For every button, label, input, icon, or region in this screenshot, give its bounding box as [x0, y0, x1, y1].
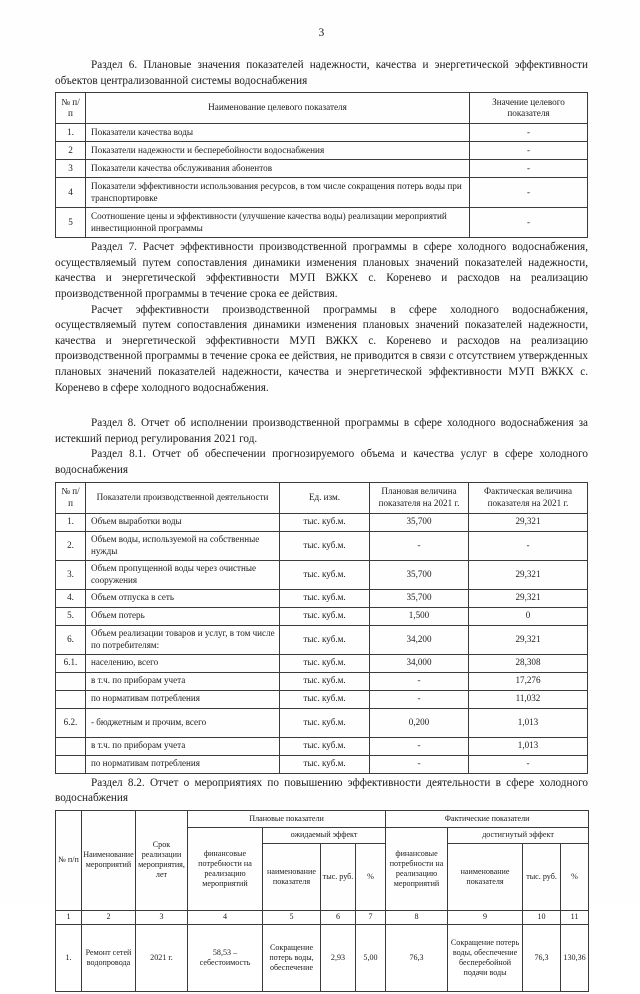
- cell-indicator: - бюджетным и прочим, всего: [86, 708, 280, 737]
- cell-plan: 0,200: [370, 708, 469, 737]
- cell-plan: -: [370, 672, 469, 690]
- col-header-indicator: Показатели производственной деятельности: [86, 482, 280, 513]
- cell-name: Показатели качества воды: [86, 124, 470, 142]
- table-header-row: [56, 93, 588, 124]
- cell-plan: -: [370, 737, 469, 755]
- table-row: [56, 708, 588, 737]
- cell-fact: 11,032: [469, 690, 588, 708]
- production-indicators-table: [55, 482, 588, 774]
- table-row: [56, 208, 588, 238]
- cell-unit: тыс. куб.м.: [280, 513, 370, 531]
- cell-num: 3: [56, 160, 86, 178]
- table-row: [56, 924, 589, 991]
- col-header-name: Наименование мероприятий: [82, 810, 136, 910]
- table-row: [56, 755, 588, 773]
- cell-num: 5: [56, 208, 86, 238]
- cell-unit: тыс. куб.м.: [280, 672, 370, 690]
- col-header-num: № п/п: [56, 482, 86, 513]
- target-indicators-table: [55, 92, 588, 238]
- section-7-paragraph-1: Раздел 7. Расчет эффективности производственной программы в сфере холодного водоснабжения, осуществляемый путем сопоставления динамики изменения плановых значений показателей надежности, качества и энергетической эффективности МУП ВЖКХ с. Коренево и расходов на реализацию производственной программы в течение срока ее действия.: [55, 241, 588, 300]
- col-header-num: № п/п: [56, 810, 82, 910]
- cell-indicator: населению, всего: [86, 654, 280, 672]
- col-header-name: Наименование целевого показателя: [86, 93, 470, 124]
- col-header-num: № п/п: [56, 93, 86, 124]
- cell-num: 6.: [56, 625, 86, 654]
- table-row: [56, 178, 588, 208]
- col-header-fact-effect-name: наименование показателя: [448, 843, 523, 910]
- cell-plan: 35,700: [370, 513, 469, 531]
- cell-fact-effect-name: Сокращение потерь воды, обеспечение бесперебойной подачи воды: [448, 924, 523, 991]
- cell-unit: тыс. куб.м.: [280, 708, 370, 737]
- cell-indicator: Объем воды, используемой на собственные нужды: [86, 531, 280, 560]
- cell-name: Показатели качества обслуживания абонентов: [86, 160, 470, 178]
- cell-plan: -: [370, 755, 469, 773]
- cell-num: 1.: [56, 924, 82, 991]
- table-row: [56, 142, 588, 160]
- cell-unit: тыс. куб.м.: [280, 589, 370, 607]
- cell-plan-effect-rub: 2,93: [321, 924, 356, 991]
- cell-num: [56, 690, 86, 708]
- section-7-paragraph-2: Расчет эффективности производственной программы в сфере холодного водоснабжения, осуществляемый путем сопоставления динамики изменения плановых значений показателей надежности, качества и энергетической эффективности МУП ВЖКХ с. Коренево и расходов на реализацию производственной программы в течение срока ее действия, не приводится в связи с отсутствием утвержденных плановых значений показателей надежности, качества и энергетической эффективности МУП ВЖКХ с. Коренево в сфере холодного водоснабжения.: [55, 303, 588, 394]
- column-number: 5: [263, 910, 321, 924]
- col-header-fact-effect: достигнутый эффект: [448, 827, 589, 843]
- cell-indicator: в т.ч. по приборам учета: [86, 672, 280, 690]
- cell-unit: тыс. куб.м.: [280, 690, 370, 708]
- cell-term: 2021 г.: [136, 924, 188, 991]
- cell-fact: -: [469, 755, 588, 773]
- col-header-term: Срок реализации мероприятия, лет: [136, 810, 188, 910]
- col-header-fact-effect-pct: %: [561, 843, 589, 910]
- cell-fact: 29,321: [469, 589, 588, 607]
- cell-indicator: Объем реализации товаров и услуг, в том числе по потребителям:: [86, 625, 280, 654]
- cell-value: -: [470, 142, 588, 160]
- column-number: 10: [523, 910, 561, 924]
- column-number: 11: [561, 910, 589, 924]
- col-header-plan-group: Плановые показатели: [188, 810, 386, 827]
- column-number: 7: [356, 910, 386, 924]
- cell-num: 3.: [56, 560, 86, 589]
- cell-indicator: Объем потерь: [86, 607, 280, 625]
- cell-fact: 28,308: [469, 654, 588, 672]
- table-row: [56, 672, 588, 690]
- table-row: [56, 531, 588, 560]
- table-row: [56, 654, 588, 672]
- table-group-header-row: [56, 810, 589, 827]
- cell-plan-finance: 58,53 – себестоимость: [188, 924, 263, 991]
- cell-name: Показатели эффективности использования ресурсов, в том числе сокращения потерь воды при транспортировке: [86, 178, 470, 208]
- cell-value: -: [470, 178, 588, 208]
- cell-fact: 29,321: [469, 513, 588, 531]
- section-8-2-heading: Раздел 8.2. Отчет о мероприятиях по повышению эффективности деятельности в сфере холодного водоснабжения: [55, 776, 588, 805]
- cell-indicator: по нормативам потребления: [86, 755, 280, 773]
- cell-plan: -: [370, 531, 469, 560]
- cell-num: [56, 755, 86, 773]
- cell-num: [56, 737, 86, 755]
- col-header-plan-effect: ожидаемый эффект: [263, 827, 386, 843]
- table-row: [56, 124, 588, 142]
- cell-indicator: в т.ч. по приборам учета: [86, 737, 280, 755]
- cell-indicator: по нормативам потребления: [86, 690, 280, 708]
- cell-value: -: [470, 160, 588, 178]
- cell-unit: тыс. куб.м.: [280, 755, 370, 773]
- cell-fact-finance: 76,3: [386, 924, 448, 991]
- cell-indicator: Объем выработки воды: [86, 513, 280, 531]
- table-row: [56, 560, 588, 589]
- cell-num: 4: [56, 178, 86, 208]
- cell-fact-effect-pct: 130,36: [561, 924, 589, 991]
- cell-fact: -: [469, 531, 588, 560]
- section-8-heading: Раздел 8. Отчет об исполнении производственной программы в сфере холодного водоснабжения за истекший период регулирования 2021 год.: [55, 417, 588, 445]
- efficiency-measures-table: [55, 810, 589, 992]
- column-number: 2: [82, 910, 136, 924]
- col-header-plan-finance: финансовые потребности на реализацию мероприятий: [188, 827, 263, 910]
- col-header-plan: Плановая величина показателя на 2021 г.: [370, 482, 469, 513]
- cell-fact: 1,013: [469, 708, 588, 737]
- cell-plan-effect-pct: 5,00: [356, 924, 386, 991]
- cell-value: -: [470, 124, 588, 142]
- col-header-fact-effect-rub: тыс. руб.: [523, 843, 561, 910]
- col-header-value: Значение целевого показателя: [470, 93, 588, 124]
- cell-plan: 34,200: [370, 625, 469, 654]
- cell-num: 1.: [56, 513, 86, 531]
- col-header-fact-finance: финансовые потребности на реализацию мероприятий: [386, 827, 448, 910]
- col-header-fact: Фактическая величина показателя на 2021 г.: [469, 482, 588, 513]
- cell-name: Ремонт сетей водопровода: [82, 924, 136, 991]
- section-8-1-heading: Раздел 8.1. Отчет об обеспечении прогнозируемого объема и качества услуг в сфере холодного водоснабжения: [55, 448, 588, 476]
- column-number: 9: [448, 910, 523, 924]
- cell-unit: тыс. куб.м.: [280, 625, 370, 654]
- cell-num: 1.: [56, 124, 86, 142]
- cell-name: Соотношение цены и эффективности (улучшение качества воды) реализации мероприятий инвестиционной программы: [86, 208, 470, 238]
- cell-plan: 1,500: [370, 607, 469, 625]
- cell-unit: тыс. куб.м.: [280, 607, 370, 625]
- cell-indicator: Объем отпуска в сеть: [86, 589, 280, 607]
- table-row: [56, 607, 588, 625]
- cell-fact: 29,321: [469, 560, 588, 589]
- col-header-plan-effect-name: наименование показателя: [263, 843, 321, 910]
- cell-unit: тыс. куб.м.: [280, 531, 370, 560]
- column-number-row: [56, 910, 589, 924]
- table-row: [56, 625, 588, 654]
- table-row: [56, 589, 588, 607]
- table-row: [56, 160, 588, 178]
- cell-value: -: [470, 208, 588, 238]
- cell-plan: 35,700: [370, 589, 469, 607]
- cell-num: 5.: [56, 607, 86, 625]
- cell-indicator: Объем пропущенной воды через очистные сооружения: [86, 560, 280, 589]
- cell-num: 2: [56, 142, 86, 160]
- column-number: 6: [321, 910, 356, 924]
- cell-num: 6.1.: [56, 654, 86, 672]
- cell-plan: -: [370, 690, 469, 708]
- column-number: 3: [136, 910, 188, 924]
- cell-fact: 1,013: [469, 737, 588, 755]
- cell-fact: 29,321: [469, 625, 588, 654]
- page-number: 3: [318, 27, 325, 39]
- section-6-heading: Раздел 6. Плановые значения показателей надежности, качества и энергетической эффективности объектов централизованной системы водоснабжения: [55, 59, 588, 87]
- cell-plan-effect-name: Сокращение потерь воды, обеспечение: [263, 924, 321, 991]
- cell-unit: тыс. куб.м.: [280, 737, 370, 755]
- cell-fact: 17,276: [469, 672, 588, 690]
- cell-plan: 35,700: [370, 560, 469, 589]
- cell-unit: тыс. куб.м.: [280, 560, 370, 589]
- col-header-unit: Ед. изм.: [280, 482, 370, 513]
- cell-name: Показатели надежности и бесперебойности водоснабжения: [86, 142, 470, 160]
- cell-num: 2.: [56, 531, 86, 560]
- cell-unit: тыс. куб.м.: [280, 654, 370, 672]
- cell-num: 6.2.: [56, 708, 86, 737]
- col-header-plan-effect-pct: %: [356, 843, 386, 910]
- cell-fact: 0: [469, 607, 588, 625]
- column-number: 1: [56, 910, 82, 924]
- column-number: 8: [386, 910, 448, 924]
- cell-num: 4.: [56, 589, 86, 607]
- page-content: [55, 26, 588, 994]
- cell-num: [56, 672, 86, 690]
- table-row: [56, 737, 588, 755]
- table-header-row: [56, 482, 588, 513]
- col-header-fact-group: Фактические показатели: [386, 810, 589, 827]
- cell-fact-effect-rub: 76,3: [523, 924, 561, 991]
- cell-plan: 34,000: [370, 654, 469, 672]
- column-number: 4: [188, 910, 263, 924]
- table-row: [56, 513, 588, 531]
- col-header-plan-effect-rub: тыс. руб.: [321, 843, 356, 910]
- table-row: [56, 690, 588, 708]
